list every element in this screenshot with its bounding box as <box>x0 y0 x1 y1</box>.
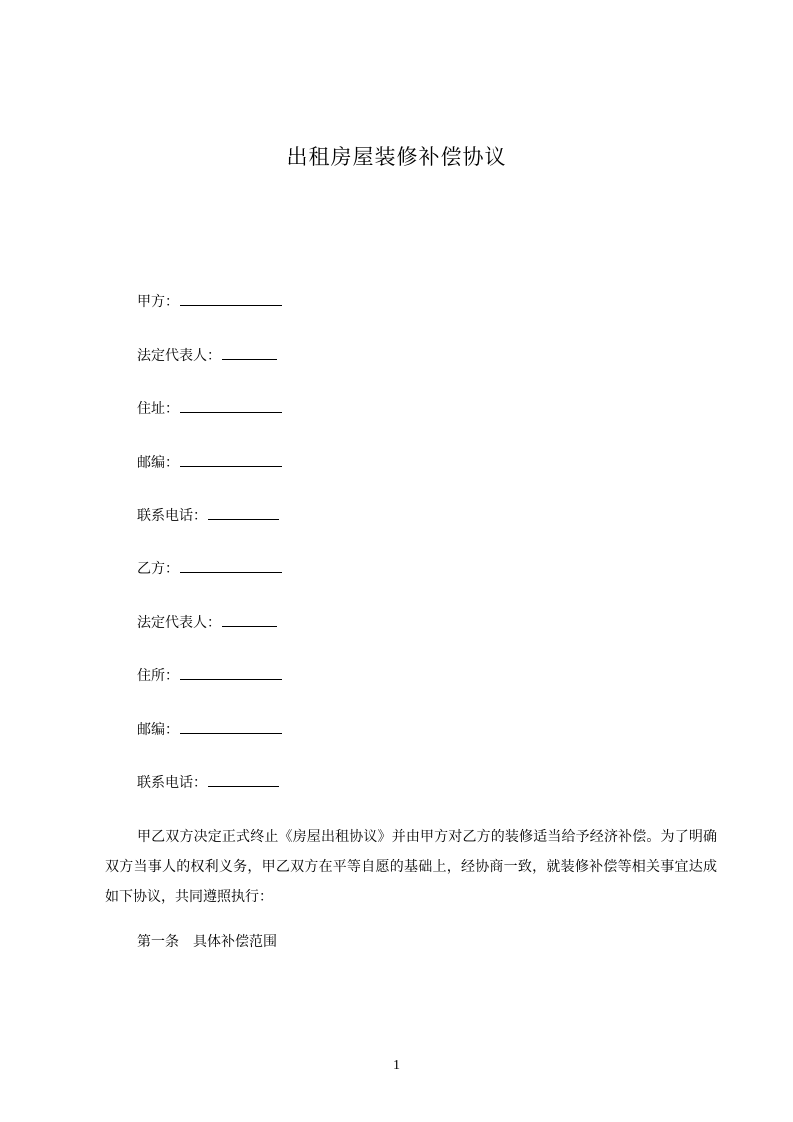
page-number: 1 <box>393 1058 400 1073</box>
article-1-heading: 第一条 具体补偿范围 <box>137 934 277 950</box>
party-b-phone-label: 联系电话： <box>137 775 207 791</box>
party-b-representative-field <box>137 612 277 633</box>
party-a-label: 甲方： <box>137 294 179 310</box>
party-a-representative-label: 法定代表人： <box>137 348 221 364</box>
party-b-postcode-blank[interactable] <box>180 719 282 734</box>
party-a-blank[interactable] <box>180 291 282 306</box>
party-a-phone-blank[interactable] <box>208 505 279 520</box>
party-b-representative-blank[interactable] <box>222 612 277 627</box>
party-a-phone-label: 联系电话： <box>137 508 207 524</box>
party-a-address-field <box>137 398 282 419</box>
party-b-field <box>137 558 282 579</box>
party-b-phone-blank[interactable] <box>208 772 279 787</box>
party-b-blank[interactable] <box>180 558 282 573</box>
party-a-postcode-blank[interactable] <box>180 452 282 467</box>
party-b-phone-field <box>137 772 279 793</box>
party-a-postcode-label: 邮编： <box>137 455 179 471</box>
party-a-representative-field <box>137 345 277 366</box>
party-a-field <box>137 291 282 312</box>
party-a-address-label: 住址： <box>137 401 179 417</box>
party-a-address-blank[interactable] <box>180 398 282 413</box>
party-b-address-field <box>137 665 282 686</box>
document-title: 出租房屋装修补偿协议 <box>286 145 507 169</box>
party-a-representative-blank[interactable] <box>222 345 277 360</box>
party-b-postcode-label: 邮编： <box>137 722 179 738</box>
preamble-paragraph: 甲乙双方决定正式终止《房屋出租协议》并由甲方对乙方的装修适当给予经济补偿。为了明确双方当事人的权利义务，甲乙双方在平等自愿的基础上，经协商一致，就装修补偿等相关事宜达成如下协议，共同遵照执行： <box>105 829 717 905</box>
party-a-postcode-field <box>137 452 282 473</box>
party-b-address-blank[interactable] <box>180 665 282 680</box>
party-b-label: 乙方： <box>137 561 179 577</box>
party-a-phone-field <box>137 505 279 526</box>
party-b-postcode-field <box>137 719 282 740</box>
party-b-representative-label: 法定代表人： <box>137 615 221 631</box>
party-b-address-label: 住所： <box>137 668 179 684</box>
